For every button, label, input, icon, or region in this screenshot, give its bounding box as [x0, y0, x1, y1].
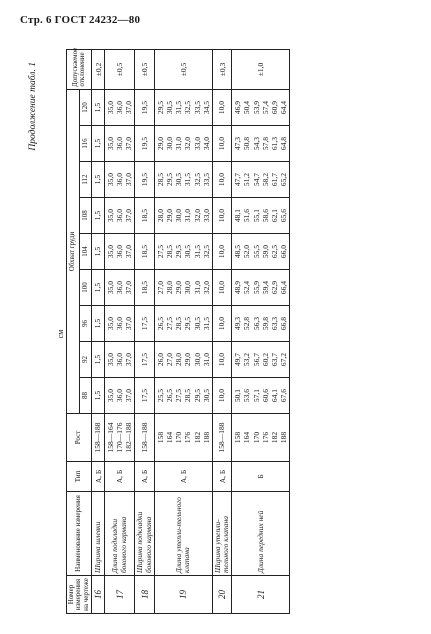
measure-value: 1,5: [93, 318, 103, 329]
col-num-header: Номер измерения на чертеже: [67, 576, 92, 614]
height-cell: [92, 414, 105, 462]
measure-value: 19,5: [140, 136, 150, 151]
measure-value: 48,9: [233, 280, 243, 295]
tolerance-value: ±0,2: [92, 49, 105, 89]
chest-group-header: Обхват груди: [67, 89, 80, 413]
value-cell: [105, 270, 135, 306]
measure-value: 48,5: [233, 244, 243, 259]
measure-value: 18,5: [140, 244, 150, 259]
value-cell: [232, 126, 290, 162]
measure-value: 37,0: [124, 208, 134, 223]
measure-value: 30,0: [183, 280, 193, 295]
measure-value: 33,5: [201, 172, 211, 187]
measurement-number: 21: [232, 576, 290, 614]
measure-value: 55,1: [251, 208, 261, 223]
measure-value: 56,7: [251, 352, 261, 367]
measure-value: 31,5: [192, 244, 202, 259]
chest-size-header: 120: [79, 89, 92, 125]
value-cell: [92, 306, 105, 342]
tolerance-value: ±0,3: [212, 49, 232, 89]
measure-value: 37,0: [124, 100, 134, 115]
measure-value: 36,0: [115, 208, 125, 223]
chest-size-header: 116: [79, 126, 92, 162]
col-type-header: Тип: [67, 462, 92, 492]
measure-value: 28,5: [174, 316, 184, 331]
measure-value: 27,5: [174, 388, 184, 403]
value-cell: [232, 162, 290, 198]
value-cell: [105, 162, 135, 198]
value-cell: [154, 162, 212, 198]
measure-value: 48,1: [233, 208, 243, 223]
value-cell: [92, 126, 105, 162]
value-cell: [154, 306, 212, 342]
value-cell: [105, 89, 135, 125]
col-height-header: Рост: [67, 414, 92, 462]
measure-value: 17,5: [140, 316, 150, 331]
value-cell: [105, 306, 135, 342]
height-value: 170: [251, 431, 261, 444]
measure-value: 49,7: [233, 352, 243, 367]
measurement-name: Длина передних ней: [232, 492, 290, 576]
height-value: 158—164: [106, 422, 116, 453]
measure-value: 32,5: [183, 100, 193, 115]
height-value: 176: [260, 431, 270, 444]
value-cell: [212, 378, 232, 414]
measurement-number: 20: [212, 576, 232, 614]
measure-value: 62,9: [269, 280, 279, 295]
value-cell: [135, 378, 155, 414]
measure-value: 29,5: [165, 172, 175, 187]
measure-value: 19,5: [140, 172, 150, 187]
page-header: Стр. 6 ГОСТ 24232—80: [20, 14, 141, 26]
measure-value: 30,5: [201, 388, 211, 403]
height-value: 158: [233, 431, 243, 444]
measure-value: 31,0: [201, 352, 211, 367]
chest-size-header: 108: [79, 198, 92, 234]
measure-value: 60,6: [260, 388, 270, 403]
measure-value: 57,1: [251, 388, 261, 403]
chest-size-header: 100: [79, 270, 92, 306]
height-value: 164: [165, 431, 175, 444]
chest-size-header: 88: [79, 378, 92, 414]
measure-value: 26,5: [165, 388, 175, 403]
value-cell: [212, 162, 232, 198]
measure-value: 33,5: [192, 100, 202, 115]
measure-value: 32,0: [183, 136, 193, 151]
value-cell: [212, 89, 232, 125]
measure-value: 18,5: [140, 280, 150, 295]
measure-value: 29,5: [183, 316, 193, 331]
measure-value: 46,9: [233, 100, 243, 115]
measure-value: 28,5: [155, 172, 165, 187]
measure-value: 61,3: [269, 136, 279, 151]
height-value: 188: [279, 431, 288, 444]
value-cell: [232, 89, 290, 125]
measure-value: 36,0: [115, 316, 125, 331]
height-value: 188: [201, 431, 211, 444]
measure-value: 19,5: [140, 100, 150, 115]
measure-value: 37,0: [124, 352, 134, 367]
figure-type: А, Б: [154, 462, 212, 492]
height-value: 158—188: [217, 422, 227, 453]
measurement-name: Ширина подкладки бокового кармана: [135, 492, 155, 576]
measurement-name: Длина подкладки бокового кармана: [105, 492, 135, 576]
height-cell: [135, 414, 155, 462]
measure-value: 26,5: [155, 316, 165, 331]
value-cell: [105, 234, 135, 270]
measure-value: 30,0: [174, 208, 184, 223]
value-cell: [92, 162, 105, 198]
measure-value: 10,0: [217, 244, 227, 259]
measure-value: 62,1: [269, 208, 279, 223]
measure-value: 64,1: [269, 388, 279, 403]
measure-value: 49,3: [233, 316, 243, 331]
measure-value: 28,5: [183, 388, 193, 403]
measure-value: 35,0: [106, 100, 116, 115]
measure-value: 51,2: [242, 172, 252, 187]
measure-value: 31,0: [192, 280, 202, 295]
value-cell: [212, 306, 232, 342]
measure-value: 35,0: [106, 316, 116, 331]
height-cell: [212, 414, 232, 462]
tolerance-value: ±0,5: [154, 49, 212, 89]
measure-value: 54,7: [251, 172, 261, 187]
height-value: 158: [155, 431, 165, 444]
measure-value: 57,8: [260, 136, 270, 151]
measure-value: 60,9: [269, 100, 279, 115]
value-cell: [92, 342, 105, 378]
height-value: 176: [183, 431, 193, 444]
table-row: [212, 49, 232, 613]
measure-value: 62,5: [269, 244, 279, 259]
value-cell: [212, 198, 232, 234]
chest-size-header: 104: [79, 234, 92, 270]
measure-value: 29,0: [165, 208, 175, 223]
measure-value: 50,1: [233, 388, 243, 403]
measure-value: 30,0: [165, 136, 175, 151]
height-value: 170—176: [115, 422, 125, 453]
measure-value: 36,0: [115, 280, 125, 295]
value-cell: [105, 378, 135, 414]
measure-value: 35,0: [106, 280, 116, 295]
measure-value: 35,0: [106, 172, 116, 187]
measure-value: 29,5: [192, 388, 202, 403]
measure-value: 27,5: [165, 316, 175, 331]
height-value: 182: [269, 431, 279, 444]
measure-value: 32,5: [192, 172, 202, 187]
value-cell: [232, 306, 290, 342]
measure-value: 65,2: [279, 172, 288, 187]
value-cell: [154, 234, 212, 270]
measure-value: 55,5: [251, 244, 261, 259]
measure-value: 34,0: [201, 136, 211, 151]
unit-label: см: [56, 329, 65, 339]
measure-value: 10,0: [217, 280, 227, 295]
measure-value: 1,5: [93, 210, 103, 221]
measure-value: 10,0: [217, 136, 227, 151]
measure-value: 65,6: [279, 208, 288, 223]
measure-value: 17,5: [140, 388, 150, 403]
measure-value: 34,5: [201, 100, 211, 115]
measurement-name: Ширина шлевки: [92, 492, 105, 576]
measure-value: 53,9: [251, 100, 261, 115]
height-value: 158—188: [93, 422, 103, 453]
measure-value: 36,0: [115, 136, 125, 151]
measure-value: 51,6: [242, 208, 252, 223]
measure-value: 37,0: [124, 388, 134, 403]
measure-value: 29,0: [174, 280, 184, 295]
measure-value: 66,4: [279, 280, 288, 295]
value-cell: [135, 89, 155, 125]
measure-value: 1,5: [93, 174, 103, 185]
value-cell: [154, 342, 212, 378]
value-cell: [232, 234, 290, 270]
measure-value: 27,5: [155, 244, 165, 259]
height-value: 170: [174, 431, 184, 444]
measure-value: 18,5: [140, 208, 150, 223]
measure-value: 26,0: [155, 352, 165, 367]
measure-value: 60,2: [260, 352, 270, 367]
measure-value: 35,0: [106, 136, 116, 151]
measurement-number: 16: [92, 576, 105, 614]
measure-value: 47,3: [233, 136, 243, 151]
height-value: 182—188: [124, 422, 134, 453]
table-row: [135, 49, 155, 613]
measure-value: 29,0: [155, 136, 165, 151]
value-cell: [154, 89, 212, 125]
measure-value: 10,0: [217, 100, 227, 115]
value-cell: [92, 378, 105, 414]
measure-value: 32,5: [201, 244, 211, 259]
measure-value: 1,5: [93, 102, 103, 113]
measure-value: 1,5: [93, 354, 103, 365]
measure-value: 37,0: [124, 244, 134, 259]
measurement-name: Ширина утепли-тельного клапана: [212, 492, 232, 576]
measure-value: 30,5: [174, 172, 184, 187]
value-cell: [135, 234, 155, 270]
measure-value: 36,0: [115, 352, 125, 367]
measure-value: 35,0: [106, 352, 116, 367]
measure-value: 31,5: [174, 100, 184, 115]
measure-value: 10,0: [217, 316, 227, 331]
table-body: [92, 49, 290, 613]
figure-type: Б: [232, 462, 290, 492]
figure-type: А, Б: [92, 462, 105, 492]
value-cell: [232, 342, 290, 378]
value-cell: [92, 89, 105, 125]
value-cell: [105, 198, 135, 234]
measure-value: 1,5: [93, 138, 103, 149]
value-cell: [92, 270, 105, 306]
continuation-label: Продолжение табл. 1: [28, 62, 38, 151]
measure-value: 30,5: [165, 100, 175, 115]
measurement-number: 19: [154, 576, 212, 614]
chest-size-header: 112: [79, 162, 92, 198]
measure-value: 33,0: [192, 136, 202, 151]
tolerance-value: ±0,5: [105, 49, 135, 89]
value-cell: [135, 306, 155, 342]
measure-value: 53,6: [242, 388, 252, 403]
chest-size-header: 96: [79, 306, 92, 342]
measure-value: 28,0: [155, 208, 165, 223]
col-name-header: Наименование измерения: [67, 492, 92, 576]
measure-value: 37,0: [124, 172, 134, 187]
figure-type: А, Б: [135, 462, 155, 492]
value-cell: [212, 126, 232, 162]
measure-value: 25,5: [155, 388, 165, 403]
measure-value: 27,0: [165, 352, 175, 367]
measure-value: 32,0: [201, 280, 211, 295]
measure-value: 10,0: [217, 388, 227, 403]
measure-value: 37,0: [124, 136, 134, 151]
measure-value: 50,4: [242, 100, 252, 115]
measure-value: 67,2: [279, 352, 288, 367]
value-cell: [212, 270, 232, 306]
measure-value: 30,5: [183, 244, 193, 259]
measure-value: 29,5: [174, 244, 184, 259]
measure-value: 28,0: [174, 352, 184, 367]
measurement-name: Длина утепли-тельного клапана: [154, 492, 212, 576]
value-cell: [154, 378, 212, 414]
value-cell: [105, 126, 135, 162]
measure-value: 55,9: [251, 280, 261, 295]
measure-value: 32,0: [192, 208, 202, 223]
value-cell: [154, 126, 212, 162]
height-value: 182: [192, 431, 202, 444]
measure-value: 37,0: [124, 280, 134, 295]
measure-value: 30,0: [192, 352, 202, 367]
height-cell: [105, 414, 135, 462]
value-cell: [135, 342, 155, 378]
measure-value: 37,0: [124, 316, 134, 331]
measure-value: 10,0: [217, 208, 227, 223]
value-cell: [154, 270, 212, 306]
value-cell: [135, 126, 155, 162]
measure-value: 59,0: [260, 244, 270, 259]
measure-value: 52,0: [242, 244, 252, 259]
measure-value: 1,5: [93, 246, 103, 257]
measure-value: 59,4: [260, 280, 270, 295]
figure-type: А, Б: [105, 462, 135, 492]
measure-value: 53,2: [242, 352, 252, 367]
measure-value: 31,0: [174, 136, 184, 151]
value-cell: [232, 270, 290, 306]
measure-value: 31,5: [201, 316, 211, 331]
measure-value: 61,7: [269, 172, 279, 187]
value-cell: [105, 342, 135, 378]
measure-value: 31,0: [183, 208, 193, 223]
measure-value: 36,0: [115, 100, 125, 115]
rotated-table-area: [22, 47, 412, 614]
height-cell: [232, 414, 290, 462]
measure-value: 36,0: [115, 172, 125, 187]
measure-value: 56,3: [251, 316, 261, 331]
chest-size-header: 92: [79, 342, 92, 378]
table-row: [105, 49, 135, 613]
measure-value: 35,0: [106, 208, 116, 223]
measure-value: 67,6: [279, 388, 288, 403]
value-cell: [135, 270, 155, 306]
value-cell: [92, 198, 105, 234]
measure-value: 33,0: [201, 208, 211, 223]
measure-value: 27,0: [155, 280, 165, 295]
measure-value: 29,5: [155, 100, 165, 115]
measure-value: 63,7: [269, 352, 279, 367]
value-cell: [212, 234, 232, 270]
measure-value: 36,0: [115, 244, 125, 259]
measure-value: 1,5: [93, 390, 103, 401]
measure-value: 30,5: [192, 316, 202, 331]
measurement-number: 17: [105, 576, 135, 614]
value-cell: [154, 198, 212, 234]
measure-value: 17,5: [140, 352, 150, 367]
measure-value: 52,4: [242, 280, 252, 295]
measure-value: 52,8: [242, 316, 252, 331]
value-cell: [135, 162, 155, 198]
measure-value: 28,5: [165, 244, 175, 259]
tolerance-value: ±1,0: [232, 49, 290, 89]
height-value: 164: [242, 431, 252, 444]
measure-value: 10,0: [217, 352, 227, 367]
value-cell: [135, 198, 155, 234]
measure-value: 64,4: [279, 100, 288, 115]
value-cell: [232, 378, 290, 414]
table-row: [92, 49, 105, 613]
measure-value: 10,0: [217, 172, 227, 187]
measure-value: 58,2: [260, 172, 270, 187]
height-value: 158—188: [140, 422, 150, 453]
measure-value: 66,8: [279, 316, 288, 331]
tolerance-value: ±0,5: [135, 49, 155, 89]
measure-value: 1,5: [93, 282, 103, 293]
height-cell: [154, 414, 212, 462]
value-cell: [232, 198, 290, 234]
figure-type: А, Б: [212, 462, 232, 492]
measure-value: 31,5: [183, 172, 193, 187]
measurements-table: [66, 49, 290, 614]
measure-value: 36,0: [115, 388, 125, 403]
col-tolerance-header: Допускаемое отклонение: [67, 49, 92, 89]
table-row: [232, 49, 290, 613]
measure-value: 50,8: [242, 136, 252, 151]
measure-value: 47,7: [233, 172, 243, 187]
measure-value: 63,3: [269, 316, 279, 331]
measure-value: 35,0: [106, 388, 116, 403]
measure-value: 66,0: [279, 244, 288, 259]
measure-value: 28,0: [165, 280, 175, 295]
value-cell: [92, 234, 105, 270]
measure-value: 35,0: [106, 244, 116, 259]
measure-value: 58,6: [260, 208, 270, 223]
measure-value: 59,8: [260, 316, 270, 331]
measure-value: 64,8: [279, 136, 288, 151]
value-cell: [212, 342, 232, 378]
table-row: [154, 49, 212, 613]
measure-value: 54,3: [251, 136, 261, 151]
measure-value: 57,4: [260, 100, 270, 115]
measurement-number: 18: [135, 576, 155, 614]
measure-value: 29,0: [183, 352, 193, 367]
